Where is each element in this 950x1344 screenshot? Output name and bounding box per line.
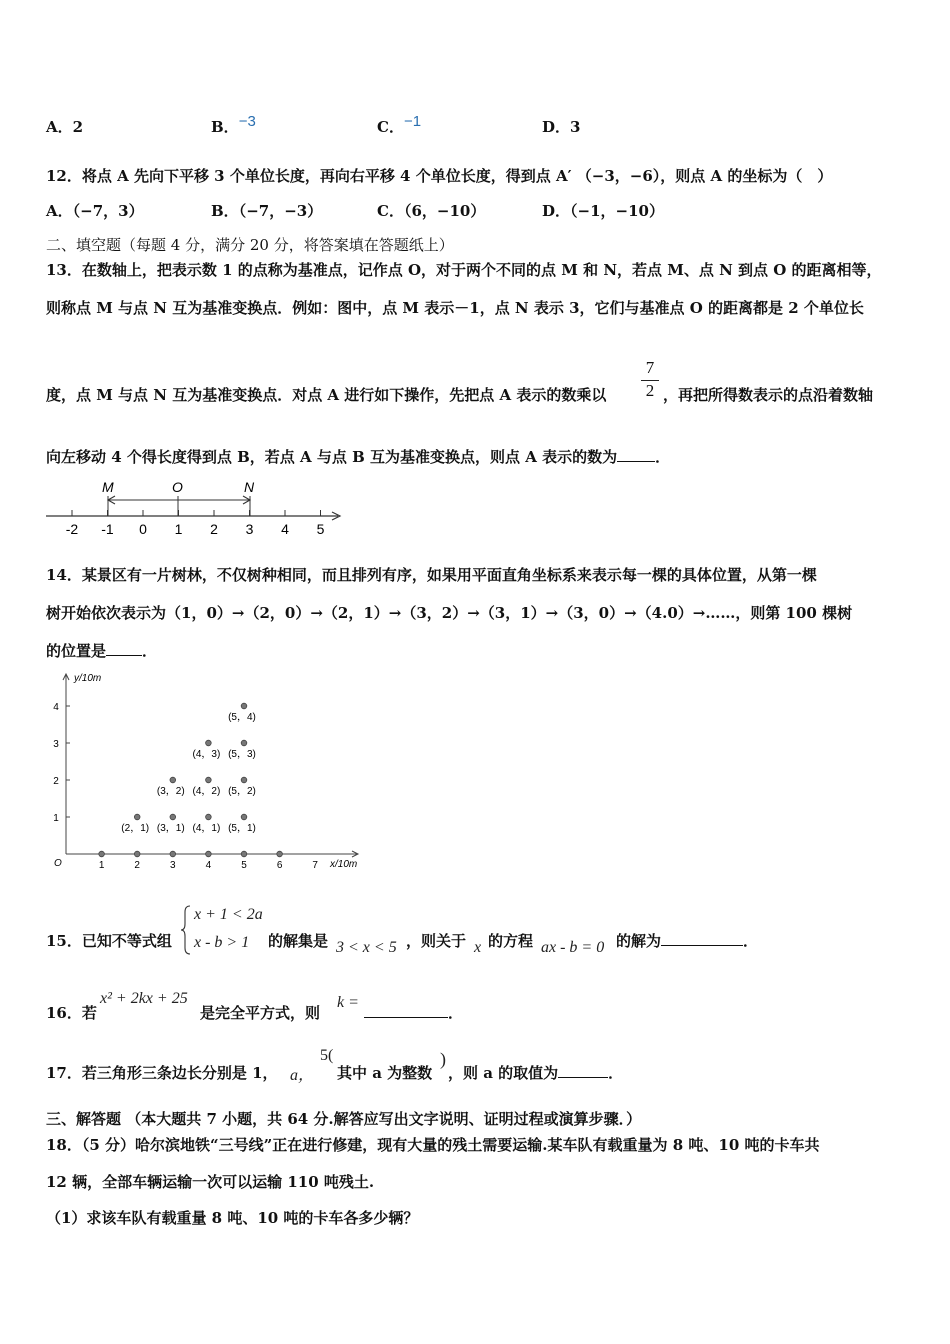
data-points (99, 703, 283, 857)
point-label: (3，1) (156, 823, 185, 834)
q17-suffix-text: ，则 a 的取值为 (448, 1064, 559, 1082)
q12-option-d (542, 200, 664, 221)
q16-prefix: 16．若 (46, 1004, 97, 1022)
brace-icon (180, 904, 192, 956)
x-tick-label: 4 (205, 860, 212, 871)
point-label: (5，4) (228, 712, 256, 723)
q15-mid-3: 的方程 (488, 932, 534, 950)
punctuation: ． (655, 448, 671, 466)
tree-point (134, 814, 140, 820)
fraction-denominator: 2 (641, 380, 659, 401)
q12-text: 12．将点 A 先向下平移 3 个单位长度，再向右平移 4 个单位长度，得到点 A′ （−3，−6），则点 A 的坐标为（ ） (46, 167, 833, 185)
tree-point (241, 851, 247, 857)
q18-line-1: 18．（5 分）哈尔滨地铁“三号线”正在进行修建，现有大量的残土需要运输.某车队有载重量为 8 吨、10 吨的卡车共 (46, 1136, 820, 1154)
x-tick-label: 2 (134, 860, 140, 871)
option-letter: A． (46, 202, 73, 220)
x-tick-label: 6 (276, 860, 283, 871)
option-value: （−7，−3） (238, 202, 323, 220)
q11-option-d (542, 116, 580, 137)
x-tick-label: 3 (170, 860, 176, 871)
number-line-tick-label: 2 (210, 521, 218, 537)
option-letter: B． (211, 202, 239, 220)
option-letter: B． (211, 118, 239, 136)
q11-option-a (46, 116, 83, 137)
q13-line-4 (46, 446, 670, 467)
number-line-tick-label: 4 (281, 521, 289, 537)
number-line-tick-label: 3 (245, 521, 254, 537)
q13-line-3-text: 度，点 M 与点 N 互为基准变换点．对点 A 进行如下操作，先把点 A 表示的数乘以 (46, 386, 607, 404)
option-value: −1 (403, 113, 422, 130)
q18-line-2: 12 辆，全部车辆运输一次可以运输 110 吨残土. (46, 1173, 375, 1191)
q14-line-1: 14．某景区有一片树林，不仅树种相同，而且排列有序，如果用平面直角坐标系来表示每一棵的具体位置，从第一棵 (46, 566, 817, 584)
q17-prefix: 17．若三角形三条边长分别是 1， (46, 1064, 278, 1082)
number-line-tick-label: -1 (101, 521, 114, 537)
side-a: a， (290, 1067, 315, 1084)
tree-point (241, 777, 247, 783)
q15-mid-4: 的解为 (616, 932, 662, 950)
x-axis-label: x/10m (330, 859, 358, 870)
number-line-figure (40, 476, 350, 542)
q13-line-2: 则称点 M 与点 N 互为基准变换点．例如：图中，点 M 表示－1，点 N 表示 3，它们与基准点 O 的距离都是 2 个单位长 (46, 299, 864, 317)
x-tick-label: 7 (312, 860, 318, 871)
tree-point (99, 851, 105, 857)
equation: ax - b = 0 (541, 939, 605, 956)
fraction-seven-halves (641, 358, 659, 401)
tree-point (206, 740, 212, 746)
tree-point (170, 777, 176, 783)
tree-point (206, 851, 212, 857)
q14-line-3-text: 的位置是 (46, 642, 107, 660)
tree-point (277, 851, 283, 857)
x-tick-label: 1 (98, 860, 105, 871)
punctuation: ． (142, 642, 158, 660)
tree-point (241, 814, 247, 820)
answer-blank[interactable] (106, 655, 142, 656)
option-letter: D． (542, 118, 571, 136)
point-label: (5，2) (228, 786, 256, 797)
punctuation: ． (608, 1064, 624, 1082)
tree-point (134, 851, 140, 857)
point-label: (4，2) (192, 786, 221, 797)
q15-prefix: 15．已知不等式组 (46, 932, 172, 950)
q12-option-c (377, 200, 485, 221)
point-label: (5，3) (228, 749, 256, 760)
tree-position-chart (40, 668, 370, 878)
q18-subquestion-1: （1）求该车队有载重量 8 吨、10 吨的卡车各多少辆？ (46, 1209, 419, 1227)
punctuation: ． (743, 932, 759, 950)
answer-blank[interactable] (617, 461, 655, 462)
label-m: M (102, 479, 114, 495)
y-tick-label: 3 (53, 739, 59, 750)
variable-x: x (474, 939, 482, 956)
option-value: 3 (570, 118, 581, 136)
q17-suffix (448, 1062, 623, 1083)
fraction-numerator: 7 (645, 358, 655, 377)
q13-line-3b: ，再把所得数表示的点沿着数轴 (663, 386, 874, 404)
option-letter: C． (377, 202, 404, 220)
y-tick-label: 2 (53, 776, 59, 787)
answer-blank[interactable] (661, 945, 743, 946)
number-line-tick-label: 0 (139, 521, 147, 537)
x-ticks (99, 860, 319, 871)
quadratic-expression: x² + 2kx + 25 (100, 990, 188, 1007)
section-heading-fill-in: 二、填空题（每题 4 分，满分 20 分，将答案填在答题纸上） (46, 236, 454, 254)
q11-option-b (211, 113, 256, 137)
q14-line-3 (46, 640, 157, 661)
y-tick-label: 4 (53, 702, 59, 713)
option-letter: D． (542, 202, 571, 220)
tree-point (241, 740, 247, 746)
x-tick-label: 5 (241, 860, 247, 871)
k-equals: k = (337, 994, 359, 1011)
y-tick-label: 1 (53, 813, 59, 824)
q12-option-b (211, 200, 322, 221)
number-line-tick-label: 5 (316, 521, 325, 537)
origin-label: O (54, 858, 62, 869)
q15-end (616, 930, 758, 951)
inequality-2: x - b > 1 (194, 934, 250, 951)
q13-line-3 (46, 384, 606, 405)
answer-blank[interactable] (558, 1077, 608, 1078)
option-value: （−1，−10） (570, 202, 664, 220)
point-label: (4，3) (192, 749, 221, 760)
answer-blank[interactable] (364, 1017, 448, 1018)
close-paren: ) (440, 1049, 446, 1069)
system-brace (180, 904, 192, 956)
q13-line-1: 13．在数轴上，把表示数 1 的点称为基准点，记作点 O，对于两个不同的点 M 和 N，若点 M、点 N 到点 O 的距离相等， (46, 261, 882, 279)
y-axis-label: y/10m (74, 673, 102, 684)
q12-option-a (46, 200, 144, 221)
label-n: N (244, 479, 255, 495)
point-label: (5，1) (228, 823, 256, 834)
q15-mid-1: 的解集是 (268, 932, 329, 950)
point-label: (3，2) (156, 786, 185, 797)
solution-set: 3 < x < 5 (336, 939, 397, 956)
y-ticks (53, 702, 70, 824)
number-line-tick-label: -2 (65, 521, 79, 537)
q16-answer (364, 1002, 463, 1023)
q15-mid-2: ，则关于 (406, 932, 467, 950)
point-label: (2，1) (121, 823, 150, 834)
option-value: −3 (238, 113, 256, 130)
number-line-tick-label: 1 (174, 521, 183, 537)
tree-point (206, 777, 212, 783)
section-heading-answer: 三、解答题 （本大题共 7 小题，共 64 分.解答应写出文字说明、证明过程或演算步骤．） (46, 1110, 642, 1128)
option-value: （6，−10） (403, 202, 486, 220)
q16-mid: 是完全平方式，则 (200, 1004, 321, 1022)
q11-option-c (377, 113, 422, 137)
tree-point (170, 814, 176, 820)
label-o: O (172, 479, 183, 495)
side-five: 5( (320, 1047, 334, 1064)
option-letter: A． (46, 118, 73, 136)
tree-point (170, 851, 176, 857)
tree-point (241, 703, 247, 709)
tree-point (206, 814, 212, 820)
option-value: 2 (72, 118, 84, 136)
option-letter: C． (377, 118, 404, 136)
q14-line-2: 树开始依次表示为（1，0）→（2，0）→（2，1）→（3，2）→（3，1）→（3，0）→（4.0）→……，则第 100 棵树 (46, 604, 853, 622)
number-line-ticks (66, 510, 325, 537)
point-label: (4，1) (192, 823, 221, 834)
q17-condition: 其中 a 为整数 (337, 1064, 433, 1082)
inequality-1: x + 1 < 2a (194, 906, 263, 923)
option-value: （−7，3） (72, 202, 144, 220)
punctuation: ． (448, 1004, 464, 1022)
q13-line-4-text: 向左移动 4 个得长度得到点 B，若点 A 与点 B 互为基准变换点，则点 A 表示的数为 (46, 448, 618, 466)
